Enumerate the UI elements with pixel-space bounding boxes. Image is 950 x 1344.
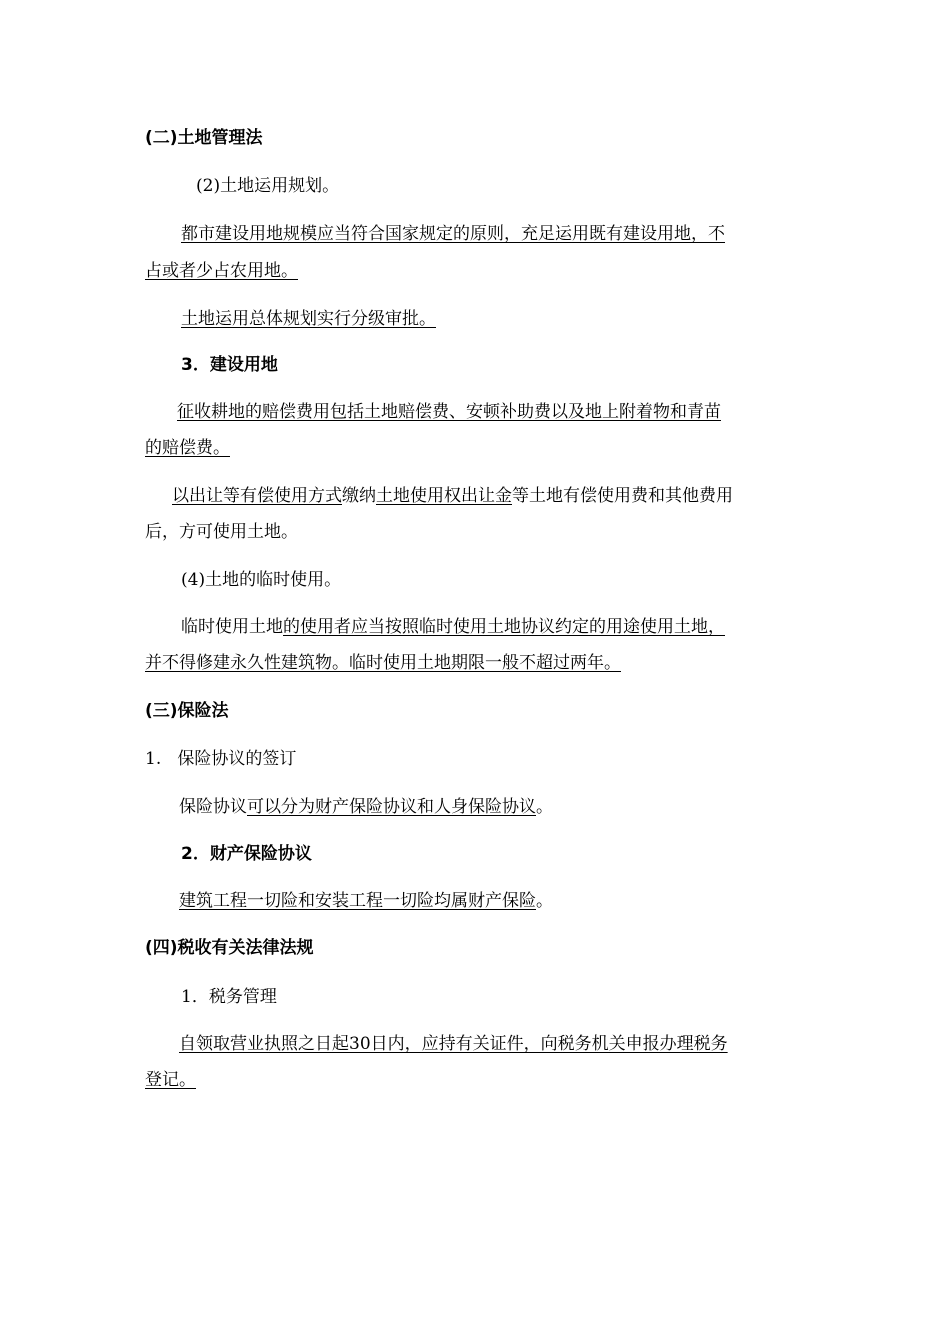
subheading-construction-land: 3．建设用地 [181,355,278,375]
underlined-text: 的赔偿费。 [145,438,230,458]
paragraph-tax-registration-line2 [145,1068,196,1092]
plain-text: 。 [536,797,553,817]
underlined-text: 可以分为财产保险协议和人身保险协议 [247,797,536,817]
paragraph-urban-land-line2 [145,259,298,283]
underlined-text: 占或者少占农用地。 [145,261,298,281]
subheading-temporary-use: (4)土地的临时使用。 [181,570,342,590]
underlined-text: 以出让等有偿使用方式 [172,486,342,506]
paragraph-paid-use-line1 [172,484,733,508]
subheading-property-insurance: 2．财产保险协议 [181,844,312,864]
underlined-text: 自领取营业执照之日起30日内，应持有关证件，向税务机关申报办理税务 [179,1034,728,1054]
underlined-text: 并不得修建永久性建筑物。临时使用土地期限一般不超过两年。 [145,653,621,673]
underlined-text: 征收耕地的赔偿费用包括土地赔偿费、安顿补助费以及地上附着物和青苗 [177,402,721,422]
paragraph-compensation-line2 [145,436,230,460]
paragraph-tax-registration-line1 [179,1032,728,1056]
underlined-text: 土地运用总体规划实行分级审批。 [181,309,436,329]
paragraph-paid-use-line2: 后，方可使用土地。 [145,522,298,542]
subheading-land-use-plan: (2)土地运用规划。 [196,176,340,196]
plain-text: 等土地有偿使用费和其他费用 [512,486,733,506]
paragraph-compensation-line1 [177,400,721,424]
paragraph-temporary-use-line1 [181,615,725,639]
plain-text: 。 [536,891,553,911]
paragraph-temporary-use-line2 [145,651,621,675]
subheading-contract-signing: 1. 保险协议的签订 [145,749,297,769]
underlined-text: 建筑工程一切险和安装工程一切险均属财产保险 [179,891,536,911]
paragraph-urban-land-line1 [181,222,725,246]
section-heading-tax-law: (四)税收有关法律法规 [145,938,314,958]
section-heading-insurance-law: (三)保险法 [145,701,229,721]
section-heading-land-law: (二)土地管理法 [145,128,263,148]
underlined-text: 都市建设用地规模应当符合国家规定的原则，充足运用既有建设用地，不 [181,224,725,244]
paragraph-plan-approval [181,307,436,331]
plain-text: 保险协议 [179,797,247,817]
plain-text: 缴纳 [342,486,376,506]
plain-text: 临时使用土地 [181,617,283,637]
underlined-text: 的使用者应当按照临时使用土地协议约定的用途使用土地， [283,617,725,637]
subheading-tax-management: 1．税务管理 [181,987,277,1007]
underlined-text: 土地使用权出让金 [376,486,512,506]
paragraph-insurance-types [179,795,553,819]
paragraph-engineering-insurance [179,889,553,913]
underlined-text: 登记。 [145,1070,196,1090]
